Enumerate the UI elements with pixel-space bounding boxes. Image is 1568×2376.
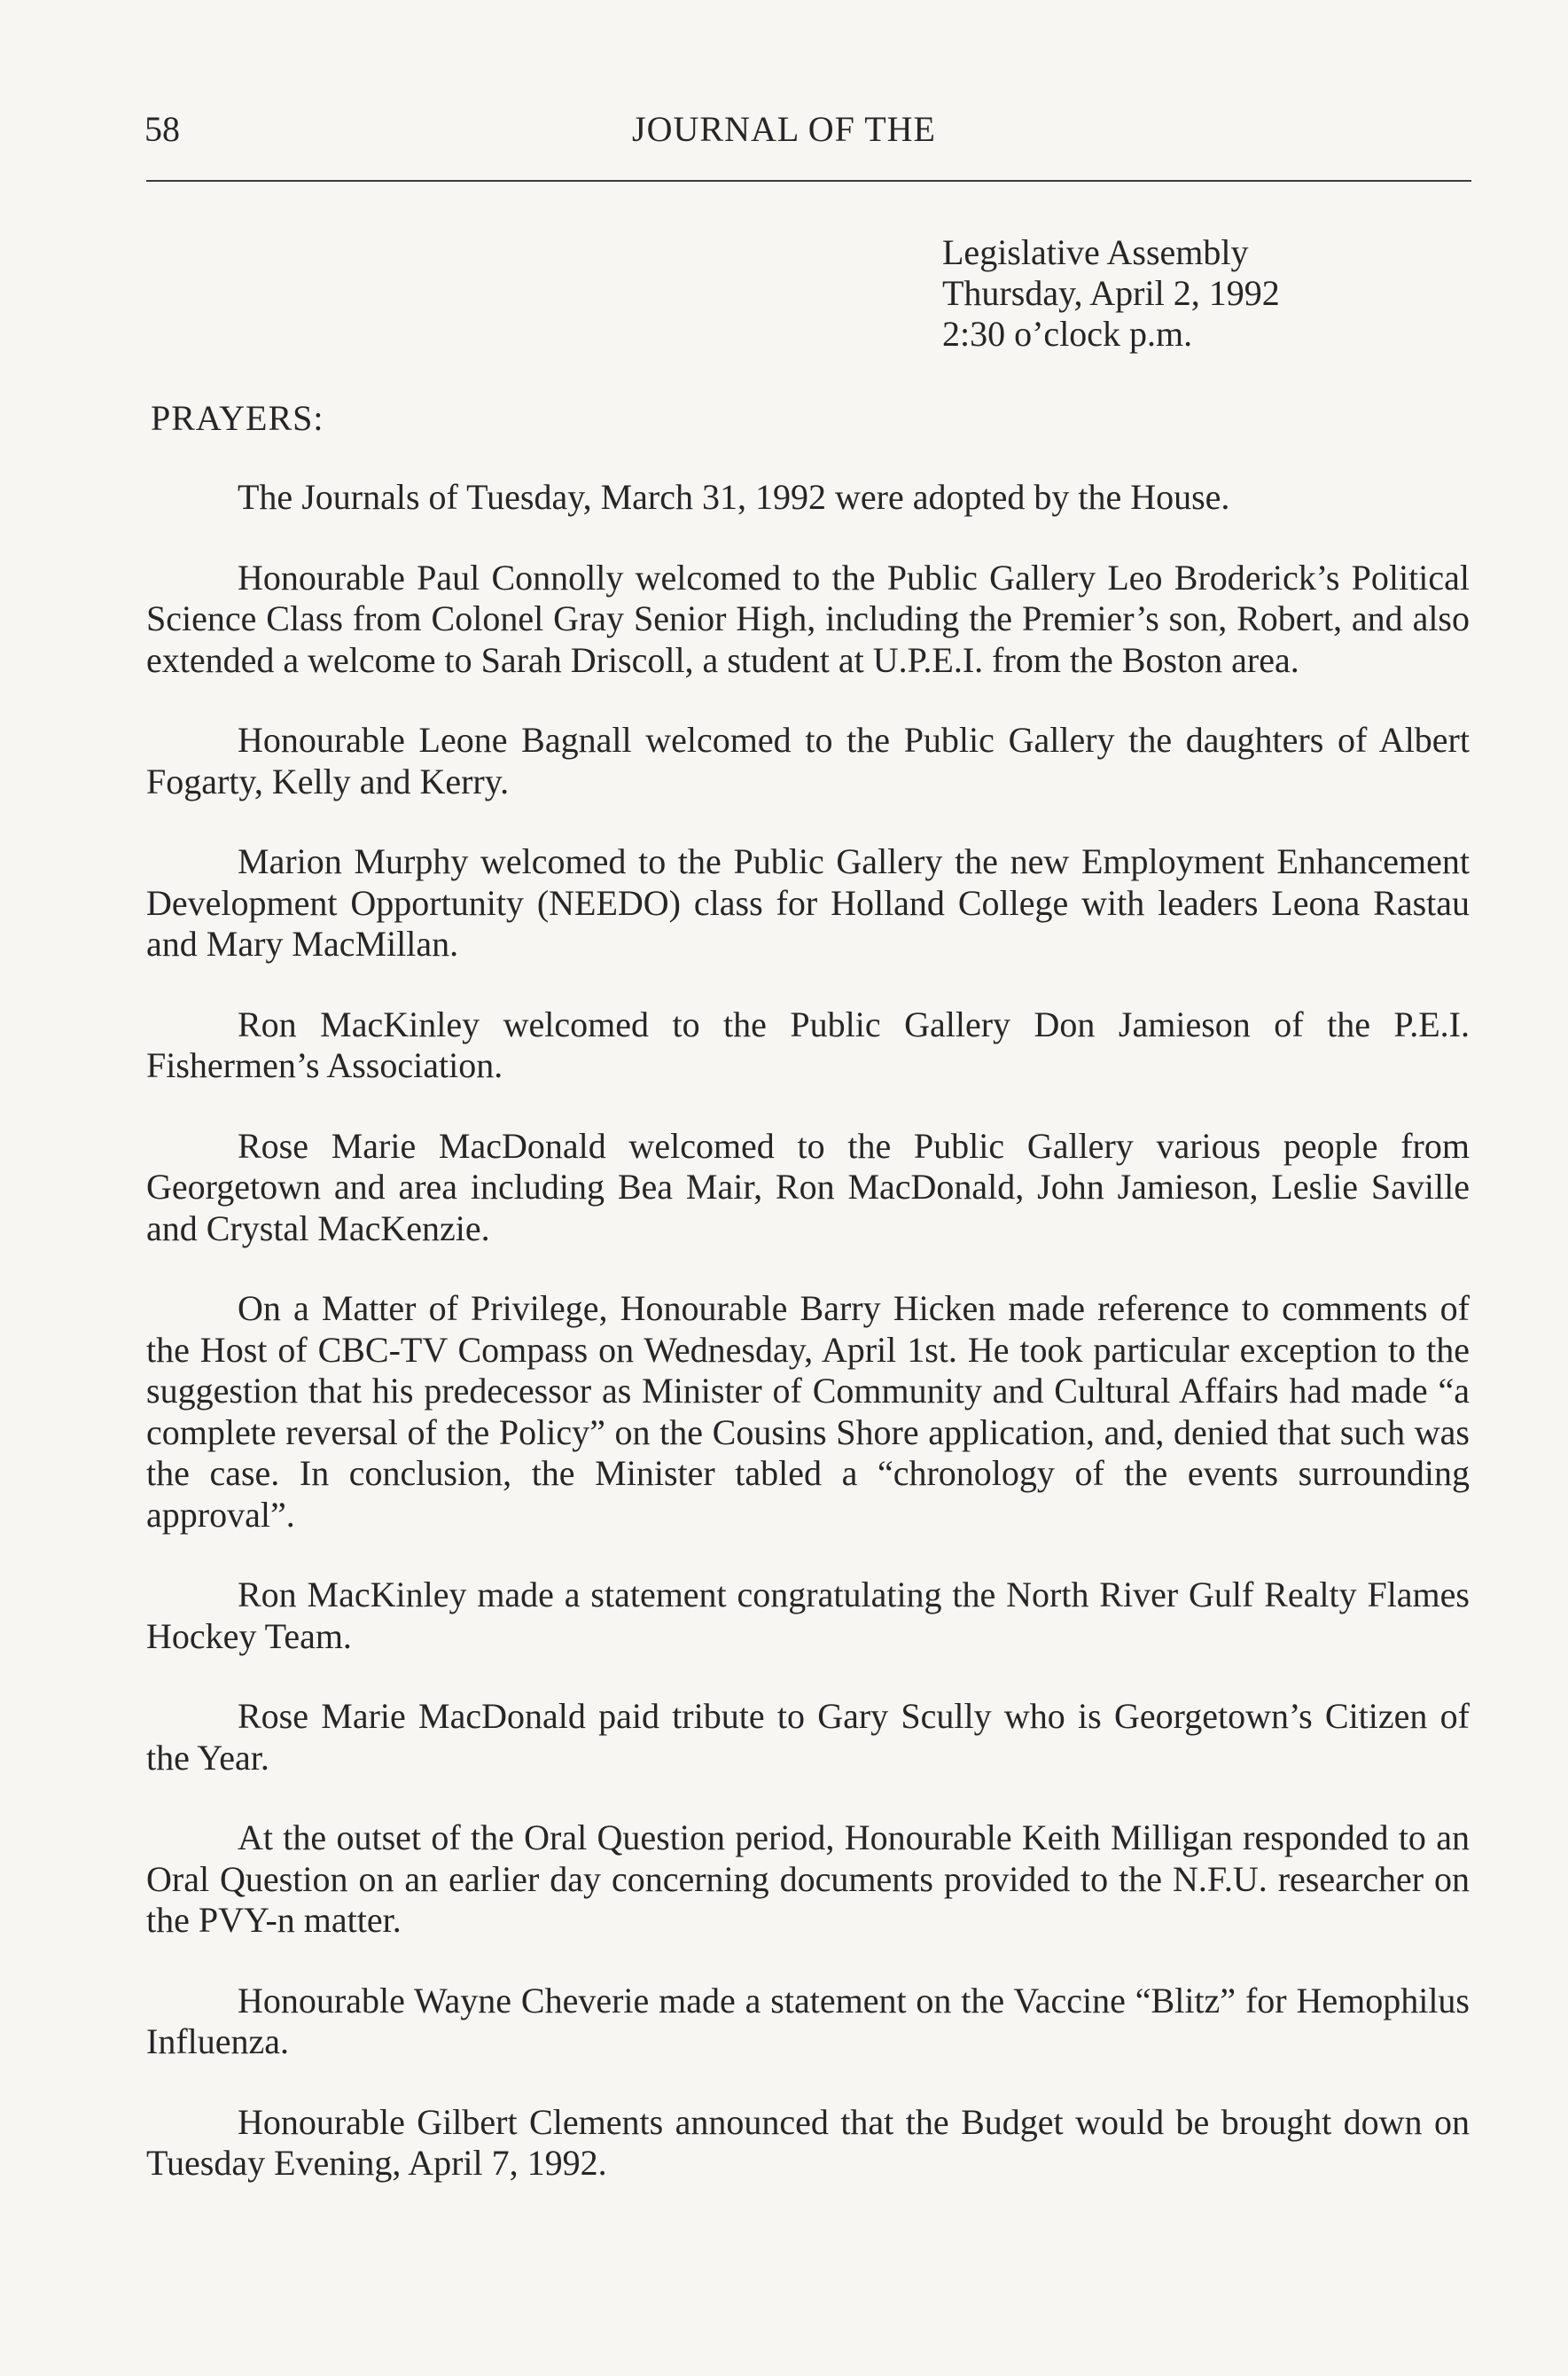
running-head: JOURNAL OF THE xyxy=(632,109,936,149)
paragraph-journals-adopted: The Journals of Tuesday, March 31, 1992 were adopted by the House. xyxy=(238,477,1230,517)
session-date: Thursday, April 2, 1992 xyxy=(942,273,1280,313)
paragraph-milligan-response: At the outset of the Oral Question period, Honourable Keith Milligan responded to an Oral Question on an earlier day concerning documents provided to the N.F.U. researcher on the PVY-n matter. xyxy=(146,1817,1470,1940)
paragraph-macdonald-welcome: Rose Marie MacDonald welcomed to the Public Gallery various people from Georgetown and area including Bea Mair, Ron MacDonald, John Jamieson, Leslie Saville and Crystal MacKenzie. xyxy=(146,1125,1470,1248)
paragraph-macdonald-tribute: Rose Marie MacDonald paid tribute to Gary Scully who is Georgetown’s Citizen of the Year. xyxy=(146,1696,1470,1778)
paragraph-mackinley-welcome: Ron MacKinley welcomed to the Public Gallery Don Jamieson of the P.E.I. Fishermen’s Association. xyxy=(146,1004,1470,1085)
paragraph-connolly-welcome: Honourable Paul Connolly welcomed to the Public Gallery Leo Broderick’s Political Science Class from Colonel Gray Senior High, including the Premier’s son, Robert, and also extended a welcome to Sarah Driscoll, a student at U.P.E.I. from the Boston area. xyxy=(146,557,1470,680)
session-body: Legislative Assembly xyxy=(942,232,1249,272)
proceedings-text xyxy=(146,477,1470,2224)
session-time: 2:30 o’clock p.m. xyxy=(942,314,1193,354)
paragraph-bagnall-welcome: Honourable Leone Bagnall welcomed to the Public Gallery the daughters of Albert Fogarty, Kelly and Kerry. xyxy=(146,720,1470,801)
paragraph-murphy-welcome: Marion Murphy welcomed to the Public Gallery the new Employment Enhancement Development Opportunity (NEEDO) class for Holland College with leaders Leona Rastau and Mary MacMillan. xyxy=(146,841,1470,964)
paragraph-cheverie-statement: Honourable Wayne Cheverie made a statement on the Vaccine “Blitz” for Hemophilus Influenza. xyxy=(146,1980,1470,2061)
paragraph-privilege-hicken: On a Matter of Privilege, Honourable Barry Hicken made reference to comments of the Host of CBC-TV Compass on Wednesday, April 1st. He took particular exception to the suggestion that his predecessor as Minister of Community and Cultural Affairs had made “a complete reversal of the Policy” on the Cousins Shore application, and, denied that such was the case. In conclusion, the Minister tabled a “chronology of the events surrounding approval”. xyxy=(146,1288,1470,1535)
header-rule xyxy=(146,180,1471,182)
page-number: 58 xyxy=(144,109,180,149)
prayers-heading: PRAYERS: xyxy=(151,398,324,438)
session-info xyxy=(942,232,1280,355)
paragraph-mackinley-statement: Ron MacKinley made a statement congratulating the North River Gulf Realty Flames Hockey Team. xyxy=(146,1575,1470,1656)
paragraph-clements-budget: Honourable Gilbert Clements announced that the Budget would be brought down on Tuesday Evening, April 7, 1992. xyxy=(146,2101,1470,2183)
